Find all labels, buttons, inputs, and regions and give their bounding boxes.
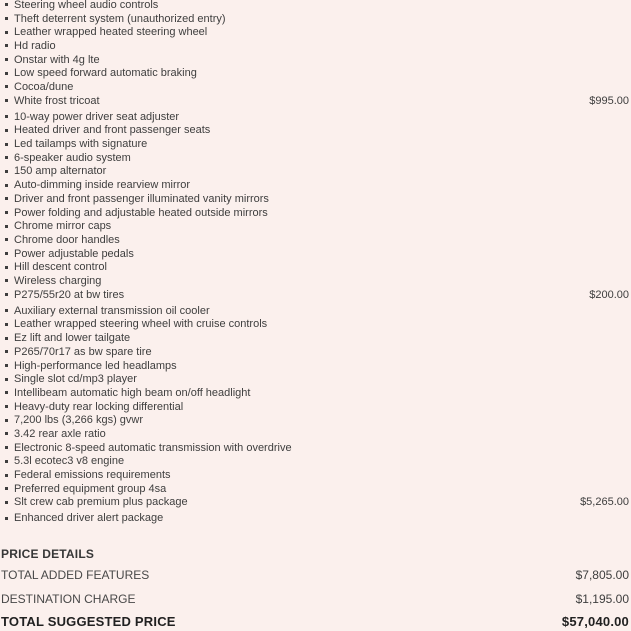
feature-row bbox=[5, 178, 629, 192]
price-details-heading: PRICE DETAILS bbox=[1, 547, 95, 562]
feature-label: White frost tricoat bbox=[14, 94, 100, 107]
feature-row bbox=[5, 192, 629, 206]
feature-row bbox=[5, 359, 629, 373]
bullet-icon bbox=[5, 446, 8, 449]
feature-row bbox=[5, 260, 629, 274]
feature-row bbox=[5, 151, 629, 165]
feature-row bbox=[5, 137, 629, 151]
bullet-icon bbox=[5, 460, 8, 463]
feature-label: High-performance led headlamps bbox=[14, 359, 177, 372]
feature-row bbox=[5, 468, 629, 482]
feature-price: $995.00 bbox=[589, 94, 629, 107]
bullet-icon bbox=[5, 184, 8, 187]
feature-row bbox=[5, 53, 629, 67]
feature-row bbox=[5, 247, 629, 261]
feature-label: Heavy-duty rear locking differential bbox=[14, 400, 184, 413]
feature-label: Enhanced driver alert package bbox=[14, 512, 164, 525]
feature-row bbox=[5, 427, 629, 441]
feature-price: $5,265.00 bbox=[580, 496, 629, 509]
bullet-icon bbox=[5, 85, 8, 88]
total-suggested-price-row bbox=[1, 614, 629, 630]
feature-label: Theft deterrent system (unauthorized entry) bbox=[14, 12, 226, 25]
feature-label: Preferred equipment group 4sa bbox=[14, 482, 167, 495]
feature-label: Power folding and adjustable heated outside mirrors bbox=[14, 206, 268, 219]
bullet-icon bbox=[5, 391, 8, 394]
bullet-icon bbox=[5, 337, 8, 340]
bullet-icon bbox=[5, 99, 8, 102]
feature-label: Auto-dimming inside rearview mirror bbox=[14, 179, 191, 192]
feature-row bbox=[5, 94, 629, 108]
feature-row bbox=[5, 496, 629, 510]
feature-row bbox=[5, 331, 629, 345]
feature-row bbox=[5, 0, 629, 12]
price-detail-row bbox=[1, 592, 629, 607]
bullet-icon bbox=[5, 309, 8, 312]
feature-label: Steering wheel audio controls bbox=[14, 0, 159, 11]
feature-label: Power adjustable pedals bbox=[14, 247, 134, 260]
feature-label: Leather wrapped heated steering wheel bbox=[14, 26, 208, 39]
feature-label: 6-speaker audio system bbox=[14, 151, 131, 164]
feature-row bbox=[5, 318, 629, 332]
bullet-icon bbox=[5, 266, 8, 269]
feature-label: 150 amp alternator bbox=[14, 165, 107, 178]
feature-label: P275/55r20 at bw tires bbox=[14, 288, 125, 301]
bullet-icon bbox=[5, 3, 8, 6]
feature-row bbox=[5, 386, 629, 400]
price-detail-value: $7,805.00 bbox=[575, 568, 629, 583]
feature-label: 10-way power driver seat adjuster bbox=[14, 110, 180, 123]
feature-label: Cocoa/dune bbox=[14, 80, 74, 93]
feature-label: 3.42 rear axle ratio bbox=[14, 427, 106, 440]
feature-label: Led tailamps with signature bbox=[14, 138, 148, 151]
feature-label: Hd radio bbox=[14, 39, 56, 52]
feature-row bbox=[5, 345, 629, 359]
feature-label: 7,200 lbs (3,266 kgs) gvwr bbox=[14, 414, 144, 427]
total-suggested-price-label: TOTAL SUGGESTED PRICE bbox=[1, 614, 176, 630]
feature-label: Ez lift and lower tailgate bbox=[14, 332, 131, 345]
feature-row bbox=[5, 512, 629, 526]
feature-row bbox=[5, 25, 629, 39]
price-detail-row bbox=[1, 568, 629, 583]
bullet-icon bbox=[5, 143, 8, 146]
feature-row bbox=[5, 372, 629, 386]
feature-label: Intellibeam automatic high beam on/off headlight bbox=[14, 386, 251, 399]
price-detail-label: TOTAL ADDED FEATURES bbox=[1, 568, 150, 583]
bullet-icon bbox=[5, 323, 8, 326]
feature-label: Hill descent control bbox=[14, 261, 107, 274]
bullet-icon bbox=[5, 487, 8, 490]
feature-label: 5.3l ecotec3 v8 engine bbox=[14, 455, 125, 468]
feature-row bbox=[5, 400, 629, 414]
bullet-icon bbox=[5, 419, 8, 422]
bullet-icon bbox=[5, 474, 8, 477]
bullet-icon bbox=[5, 238, 8, 241]
feature-price: $200.00 bbox=[589, 288, 629, 301]
feature-label: Electronic 8-speed automatic transmission with overdrive bbox=[14, 441, 292, 454]
feature-label: Onstar with 4g lte bbox=[14, 53, 100, 66]
feature-label: Auxiliary external transmission oil cooler bbox=[14, 304, 210, 317]
feature-row bbox=[5, 206, 629, 220]
feature-row bbox=[5, 124, 629, 138]
feature-row bbox=[5, 454, 629, 468]
bullet-icon bbox=[5, 378, 8, 381]
price-details-section bbox=[0, 547, 631, 630]
feature-row bbox=[5, 304, 629, 318]
bullet-icon bbox=[5, 170, 8, 173]
bullet-icon bbox=[5, 31, 8, 34]
price-detail-value: $1,195.00 bbox=[575, 592, 629, 607]
bullet-icon bbox=[5, 293, 8, 296]
bullet-icon bbox=[5, 211, 8, 214]
feature-row bbox=[5, 110, 629, 124]
feature-row bbox=[5, 39, 629, 53]
feature-label: Low speed forward automatic braking bbox=[14, 67, 197, 80]
bullet-icon bbox=[5, 44, 8, 47]
feature-label: Slt crew cab premium plus package bbox=[14, 496, 188, 509]
bullet-icon bbox=[5, 501, 8, 504]
bullet-icon bbox=[5, 405, 8, 408]
bullet-icon bbox=[5, 225, 8, 228]
feature-row bbox=[5, 482, 629, 496]
feature-row bbox=[5, 165, 629, 179]
bullet-icon bbox=[5, 72, 8, 75]
bullet-icon bbox=[5, 517, 8, 520]
feature-label: Chrome mirror caps bbox=[14, 220, 112, 233]
feature-label: Driver and front passenger illuminated vanity mirrors bbox=[14, 192, 269, 205]
bullet-icon bbox=[5, 364, 8, 367]
feature-row bbox=[5, 413, 629, 427]
bullet-icon bbox=[5, 432, 8, 435]
total-suggested-price-value: $57,040.00 bbox=[561, 614, 629, 630]
bullet-icon bbox=[5, 156, 8, 159]
feature-label: Wireless charging bbox=[14, 274, 102, 287]
feature-label: Leather wrapped steering wheel with cruise controls bbox=[14, 318, 268, 331]
bullet-icon bbox=[5, 252, 8, 255]
bullet-icon bbox=[5, 197, 8, 200]
feature-row bbox=[5, 80, 629, 94]
feature-row bbox=[5, 274, 629, 288]
feature-label: P265/70r17 as bw spare tire bbox=[14, 345, 152, 358]
price-detail-label: DESTINATION CHARGE bbox=[1, 592, 136, 607]
bullet-icon bbox=[5, 58, 8, 61]
feature-label: Chrome door handles bbox=[14, 233, 120, 246]
feature-row bbox=[5, 219, 629, 233]
feature-label: Heated driver and front passenger seats bbox=[14, 124, 211, 137]
bullet-icon bbox=[5, 129, 8, 132]
feature-label: Single slot cd/mp3 player bbox=[14, 373, 137, 386]
feature-row bbox=[5, 288, 629, 302]
bullet-icon bbox=[5, 17, 8, 20]
feature-row bbox=[5, 12, 629, 26]
feature-row bbox=[5, 441, 629, 455]
bullet-icon bbox=[5, 279, 8, 282]
bullet-icon bbox=[5, 115, 8, 118]
feature-row bbox=[5, 233, 629, 247]
feature-label: Federal emissions requirements bbox=[14, 469, 171, 481]
bullet-icon bbox=[5, 350, 8, 353]
feature-row bbox=[5, 66, 629, 80]
